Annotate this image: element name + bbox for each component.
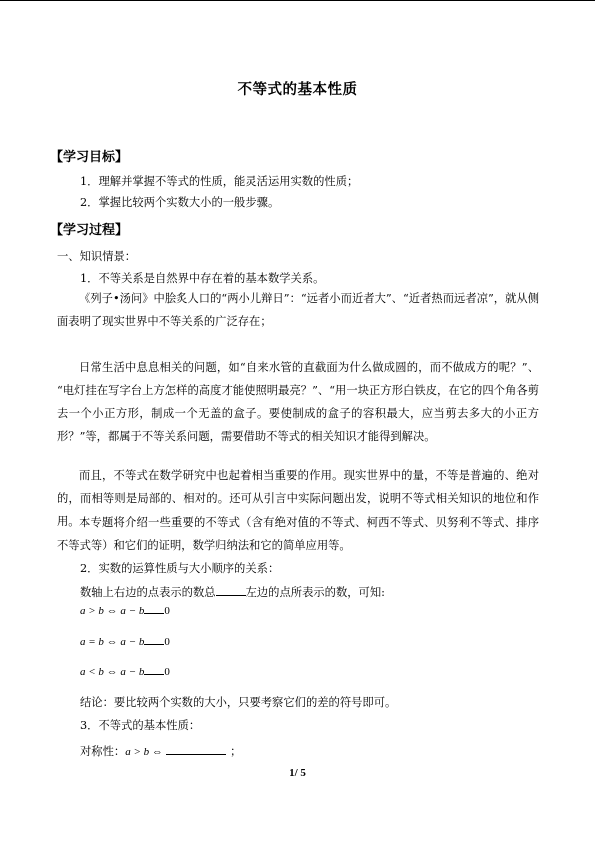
intro-label: 一、知识情景： (57, 250, 137, 263)
paragraph-importance: 而且，不等式在数学研究中也起着相当重要的作用。现实世界中的量，不等是普遍的、绝对的，而相等则是局部的、相对的。还可从引言中实际问题出发，说明不等式相关知识的地位和作用。 (57, 469, 539, 528)
blank-field (144, 632, 164, 645)
numberline-statement (80, 583, 385, 601)
symmetry-end: ； (230, 745, 242, 758)
numberline-text-b: 左边的点所表示的数，可知: (245, 586, 385, 599)
section-heading-goals: 【学习目标】 (50, 150, 129, 165)
top-rule (0, 0, 595, 1)
page-number: 1/ 5 (289, 767, 306, 779)
relation-less (80, 662, 170, 680)
section-heading-process: 【学习过程】 (50, 223, 129, 238)
symmetry-property (80, 742, 241, 760)
item-1: 1．不等关系是自然界中存在着的基本数学关系。 (80, 272, 325, 285)
zero-value: 0 (164, 636, 170, 648)
relation-greater (80, 601, 170, 619)
numberline-text-a: 数轴上右边的点表示的数总 (80, 586, 216, 599)
item-2: 2．实数的运算性质与大小顺序的关系： (80, 562, 280, 575)
page-title: 不等式的基本性质 (237, 82, 358, 98)
blank-field (144, 601, 164, 614)
relation-less-expr: a < b ⇔ a − b (80, 666, 145, 678)
paragraph-liezi: 《列子•汤问》中脍炙人口的“两小儿辩日”：“远者小而近者大”、“近者热而远者凉”，就从侧面表明了现实世界中不等关系的广泛存在； (57, 292, 539, 328)
blank-field (166, 742, 226, 755)
goal-item-2: 2．掌握比较两个实数大小的一般步骤。 (80, 196, 280, 209)
symmetry-label: 对称性： (80, 745, 126, 758)
paragraph-daily-life: 日常生活中息息相关的问题，如“自来水管的直截面为什么做成圆的，而不做成方的呢？”、 “电灯挂在写字台上方怎样的高度才能使照明最亮？”、“用一块正方形白铁皮，在它的四个角各剪去一个小正方形，制成一个无盖的盒子。要使制成的盒子的容积最大，应当剪去多大的小正方形？”等，都属于不等关系问题，需要借助不等式的相关知识才能得到解决。 (57, 361, 539, 443)
zero-value: 0 (164, 605, 170, 617)
paragraph-topic-overview: 本专题将介绍一些重要的不等式（含有绝对值的不等式、柯西不等式、贝努利不等式、排序不等式等）和它们的证明，数学归纳法和它的简单应用等。 (57, 516, 539, 552)
blank-field (216, 583, 246, 596)
zero-value: 0 (164, 666, 170, 678)
goal-item-1: 1．理解并掌握不等式的性质，能灵活运用实数的性质； (80, 175, 359, 188)
relation-greater-expr: a > b ⇔ a − b (80, 605, 145, 617)
relation-equal-expr: a = b ⇔ a − b (80, 636, 145, 648)
item-3: 3．不等式的基本性质： (80, 719, 201, 732)
symmetry-expr: a > b ⇔ (125, 746, 163, 758)
relation-equal (80, 632, 170, 650)
conclusion: 结论：要比较两个实数的大小，只要考察它们的差的符号即可。 (80, 696, 397, 709)
blank-field (144, 662, 164, 675)
